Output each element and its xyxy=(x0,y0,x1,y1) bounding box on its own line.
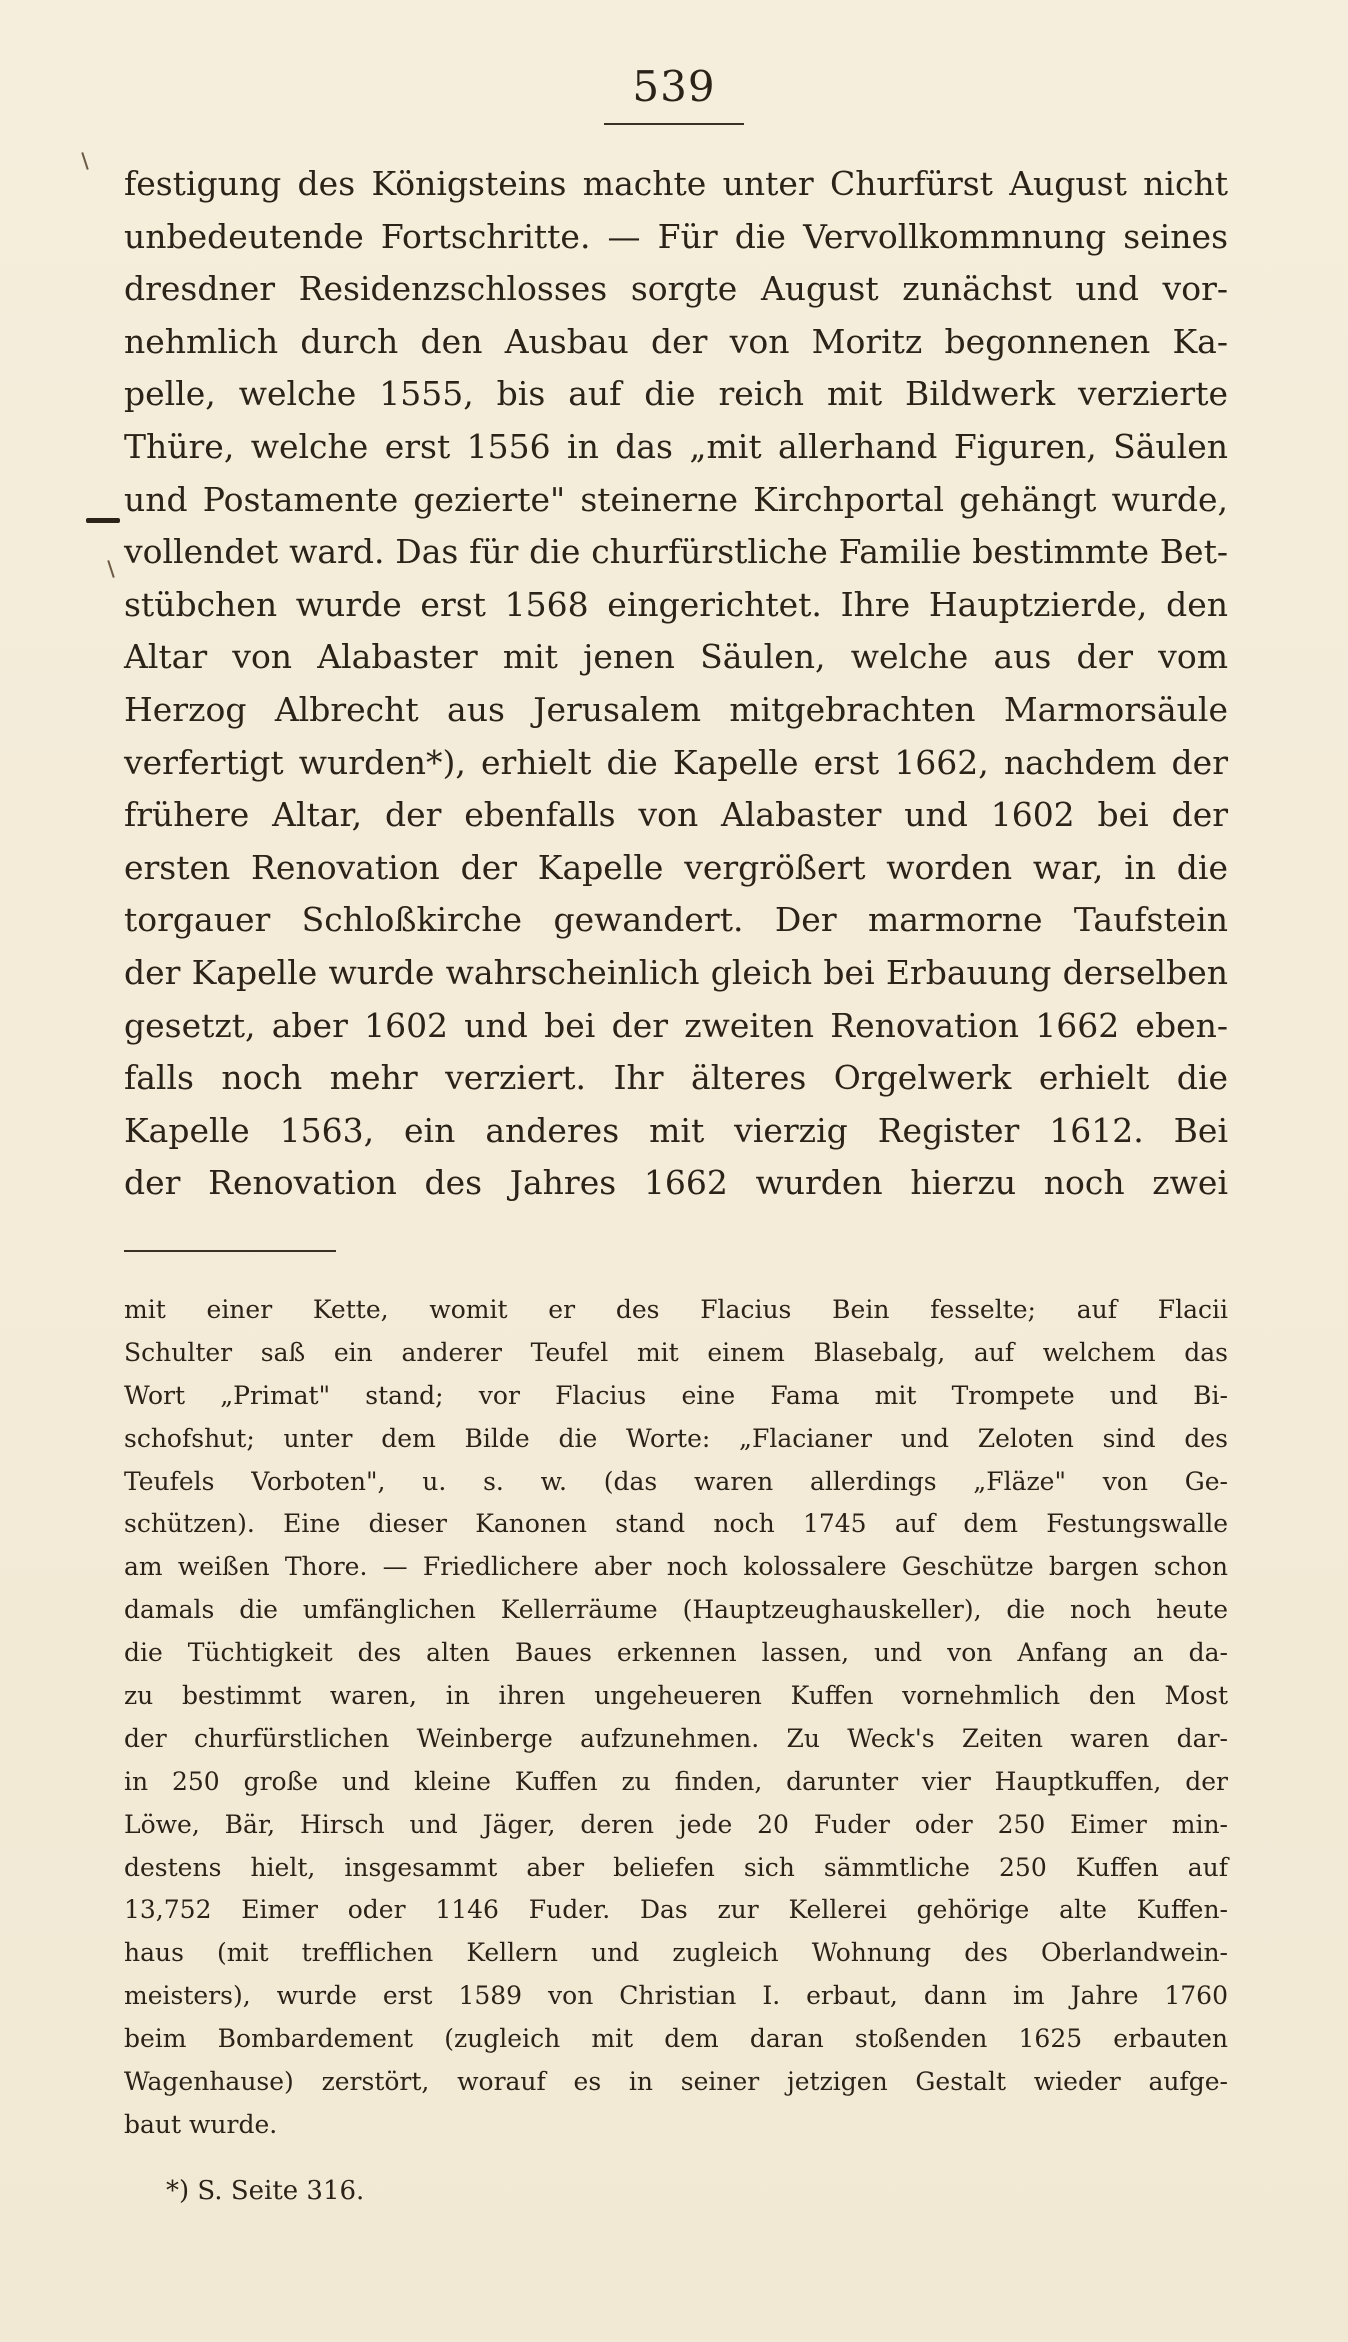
footnote-line: damals die umfänglichen Kellerräume (Hauptzeughauskeller), die noch heute xyxy=(124,1595,1228,1625)
text-line: pelle, welche 1555, bis auf die reich mit Bildwerk verzierte xyxy=(124,374,1228,414)
footnote-line: meisters), wurde erst 1589 von Christian I. erbaut, dann im Jahre 1760 xyxy=(124,1981,1228,2011)
margin-mark xyxy=(107,560,114,578)
page-number: 539 xyxy=(632,62,716,111)
footnote-line: Wort „Primat" stand; vor Flacius eine Fama mit Trompete und Bi- xyxy=(124,1380,1228,1410)
footnote-line: baut wurde. xyxy=(124,2109,278,2139)
footnote-line: beim Bombardement (zugleich mit dem daran stoßenden 1625 erbauten xyxy=(124,2024,1228,2054)
footnote-line: Schulter saß ein anderer Teufel mit einem Blasebalg, auf welchem das xyxy=(124,1337,1228,1367)
text-line: verfertigt wurden*), erhielt die Kapelle erst 1662, nachdem der xyxy=(124,742,1228,782)
text-line: Thüre, welche erst 1556 in das „mit allerhand Figuren, Säulen xyxy=(124,426,1228,466)
margin-mark xyxy=(86,518,120,523)
footnote-line: haus (mit trefflichen Kellern und zugleich Wohnung des Oberlandwein- xyxy=(124,1938,1228,1968)
text-line: falls noch mehr verziert. Ihr älteres Orgelwerk erhielt die xyxy=(124,1058,1228,1098)
footnote-line: schofshut; unter dem Bilde die Worte: „Flacianer und Zeloten sind des xyxy=(124,1423,1228,1453)
footnote-rule xyxy=(124,1250,336,1252)
footnote-line: mit einer Kette, womit er des Flacius Bein fesselte; auf Flacii xyxy=(124,1295,1228,1324)
text-line: festigung des Königsteins machte unter Churfürst August nicht xyxy=(124,164,1228,203)
text-line: torgauer Schloßkirche gewandert. Der marmorne Taufstein xyxy=(124,900,1228,940)
footnote-line: der churfürstlichen Weinberge aufzunehmen. Zu Weck's Zeiten waren dar- xyxy=(124,1723,1228,1753)
text-line: Altar von Alabaster mit jenen Säulen, welche aus der vom xyxy=(124,637,1228,677)
text-line: der Renovation des Jahres 1662 wurden hierzu noch zwei xyxy=(124,1163,1228,1203)
text-line: gesetzt, aber 1602 und bei der zweiten Renovation 1662 eben- xyxy=(124,1005,1228,1045)
text-line: Kapelle 1563, ein anderes mit vierzig Register 1612. Bei xyxy=(124,1110,1228,1150)
footnote-line: in 250 große und kleine Kuffen zu finden, darunter vier Hauptkuffen, der xyxy=(124,1766,1228,1796)
text-line: unbedeutende Fortschritte. — Für die Vervollkommnung seines xyxy=(124,216,1228,256)
footnote-line: destens hielt, insgesammt aber beliefen sich sämmtliche 250 Kuffen auf xyxy=(124,1852,1228,1882)
text-line: der Kapelle wurde wahrscheinlich gleich bei Erbauung derselben xyxy=(124,952,1228,992)
text-line: nehmlich durch den Ausbau der von Moritz begonnenen Ka- xyxy=(124,321,1228,361)
text-line: Herzog Albrecht aus Jerusalem mitgebrachten Marmorsäule xyxy=(124,689,1228,729)
footnote-line: die Tüchtigkeit des alten Baues erkennen lassen, und von Anfang an da- xyxy=(124,1638,1228,1668)
footnote-reference: *) S. Seite 316. xyxy=(166,2176,365,2206)
footnote-line: zu bestimmt waren, in ihren ungeheueren Kuffen vornehmlich den Most xyxy=(124,1681,1228,1711)
main-text xyxy=(124,158,1228,1210)
footnote-line: schützen). Eine dieser Kanonen stand noch 1745 auf dem Festungswalle xyxy=(124,1509,1228,1539)
footnote-line: Löwe, Bär, Hirsch und Jäger, deren jede 20 Fuder oder 250 Eimer min- xyxy=(124,1809,1228,1839)
footnote-line: am weißen Thore. — Friedlichere aber noch kolossalere Geschütze bargen schon xyxy=(124,1552,1228,1582)
footnote-line: Wagenhause) zerstört, worauf es in seiner jetzigen Gestalt wieder aufge- xyxy=(124,2067,1228,2097)
text-line: stübchen wurde erst 1568 eingerichtet. Ihre Hauptzierde, den xyxy=(124,584,1228,624)
text-line: vollendet ward. Das für die churfürstliche Familie bestimmte Bet- xyxy=(124,532,1228,572)
footnote-line: Teufels Vorboten", u. s. w. (das waren allerdings „Fläze" von Ge- xyxy=(124,1466,1228,1496)
margin-mark xyxy=(81,152,88,170)
header-rule xyxy=(604,123,744,125)
footnote-text xyxy=(124,1289,1228,2147)
text-line: und Postamente gezierte" steinerne Kirchportal gehängt wurde, xyxy=(124,479,1228,519)
footnote-line: 13,752 Eimer oder 1146 Fuder. Das zur Kellerei gehörige alte Kuffen- xyxy=(124,1895,1228,1925)
text-line: ersten Renovation der Kapelle vergrößert worden war, in die xyxy=(124,847,1228,887)
text-line: frühere Altar, der ebenfalls von Alabaster und 1602 bei der xyxy=(124,795,1228,835)
text-line: dresdner Residenzschlosses sorgte August zunächst und vor- xyxy=(124,269,1228,309)
